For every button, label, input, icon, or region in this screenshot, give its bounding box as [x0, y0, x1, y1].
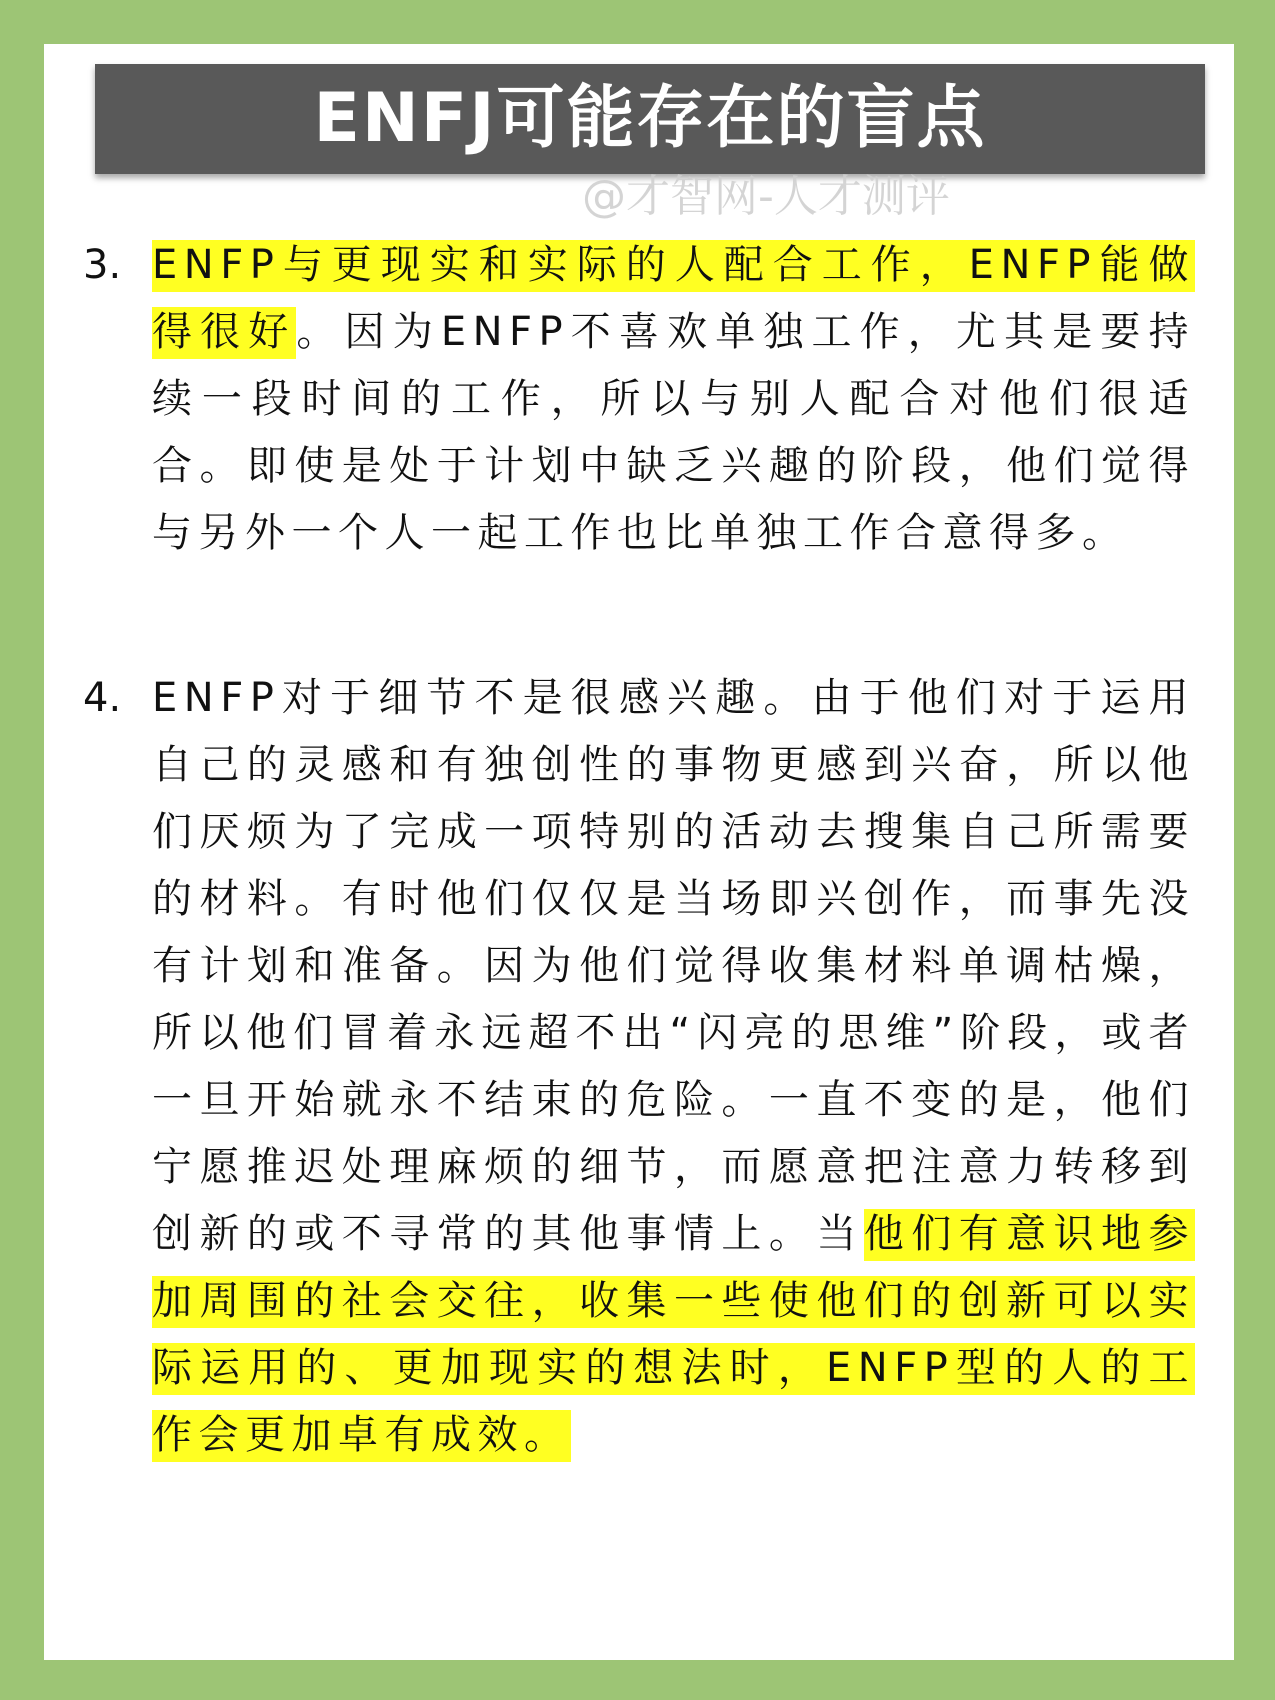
item-text	[152, 232, 1195, 567]
item-text	[152, 665, 1195, 1469]
watermark: @才智网-人才测评	[582, 171, 950, 222]
page-title: ENFJ可能存在的盲点	[313, 79, 987, 158]
list-item-4	[83, 665, 1195, 1469]
body-text: 。因为ENFP不喜欢单独工作，尤其是要持续一段时间的工作，所以与别人配合对他们很适合。即使是处于计划中缺乏兴趣的阶段，他们觉得与另外一个人一起工作也比单独工作合意得多。	[152, 309, 1195, 556]
item-number: 4.	[83, 675, 122, 721]
item-number: 3.	[83, 242, 122, 288]
highlighted-text: 他们有意识地参加周围的社会交往，收集一些使他们的创新可以实际运用的、更加现实的想法时，ENFP型的人的工作会更加卓有成效。	[152, 1209, 1195, 1462]
body-text: ENFP对于细节不是很感兴趣。由于他们对于运用自己的灵感和有独创性的事物更感到兴奋，所以他们厌烦为了完成一项特别的活动去搜集自己所需要的材料。有时他们仅仅是当场即兴创作，而事先没有计划和准备。因为他们觉得收集材料单调枯燥，所以他们冒着永远超不出“闪亮的思维”阶段，或者一旦开始就永不结束的危险。一直不变的是，他们宁愿推迟处理麻烦的细节，而愿意把注意力转移到创新的或不寻常的其他事情上。当	[152, 675, 1195, 1257]
highlighted-text: ENFP与更现实和实际的人配合工作，ENFP能做得很好	[152, 240, 1195, 359]
list-item-3	[83, 232, 1195, 567]
title-banner	[95, 64, 1205, 174]
